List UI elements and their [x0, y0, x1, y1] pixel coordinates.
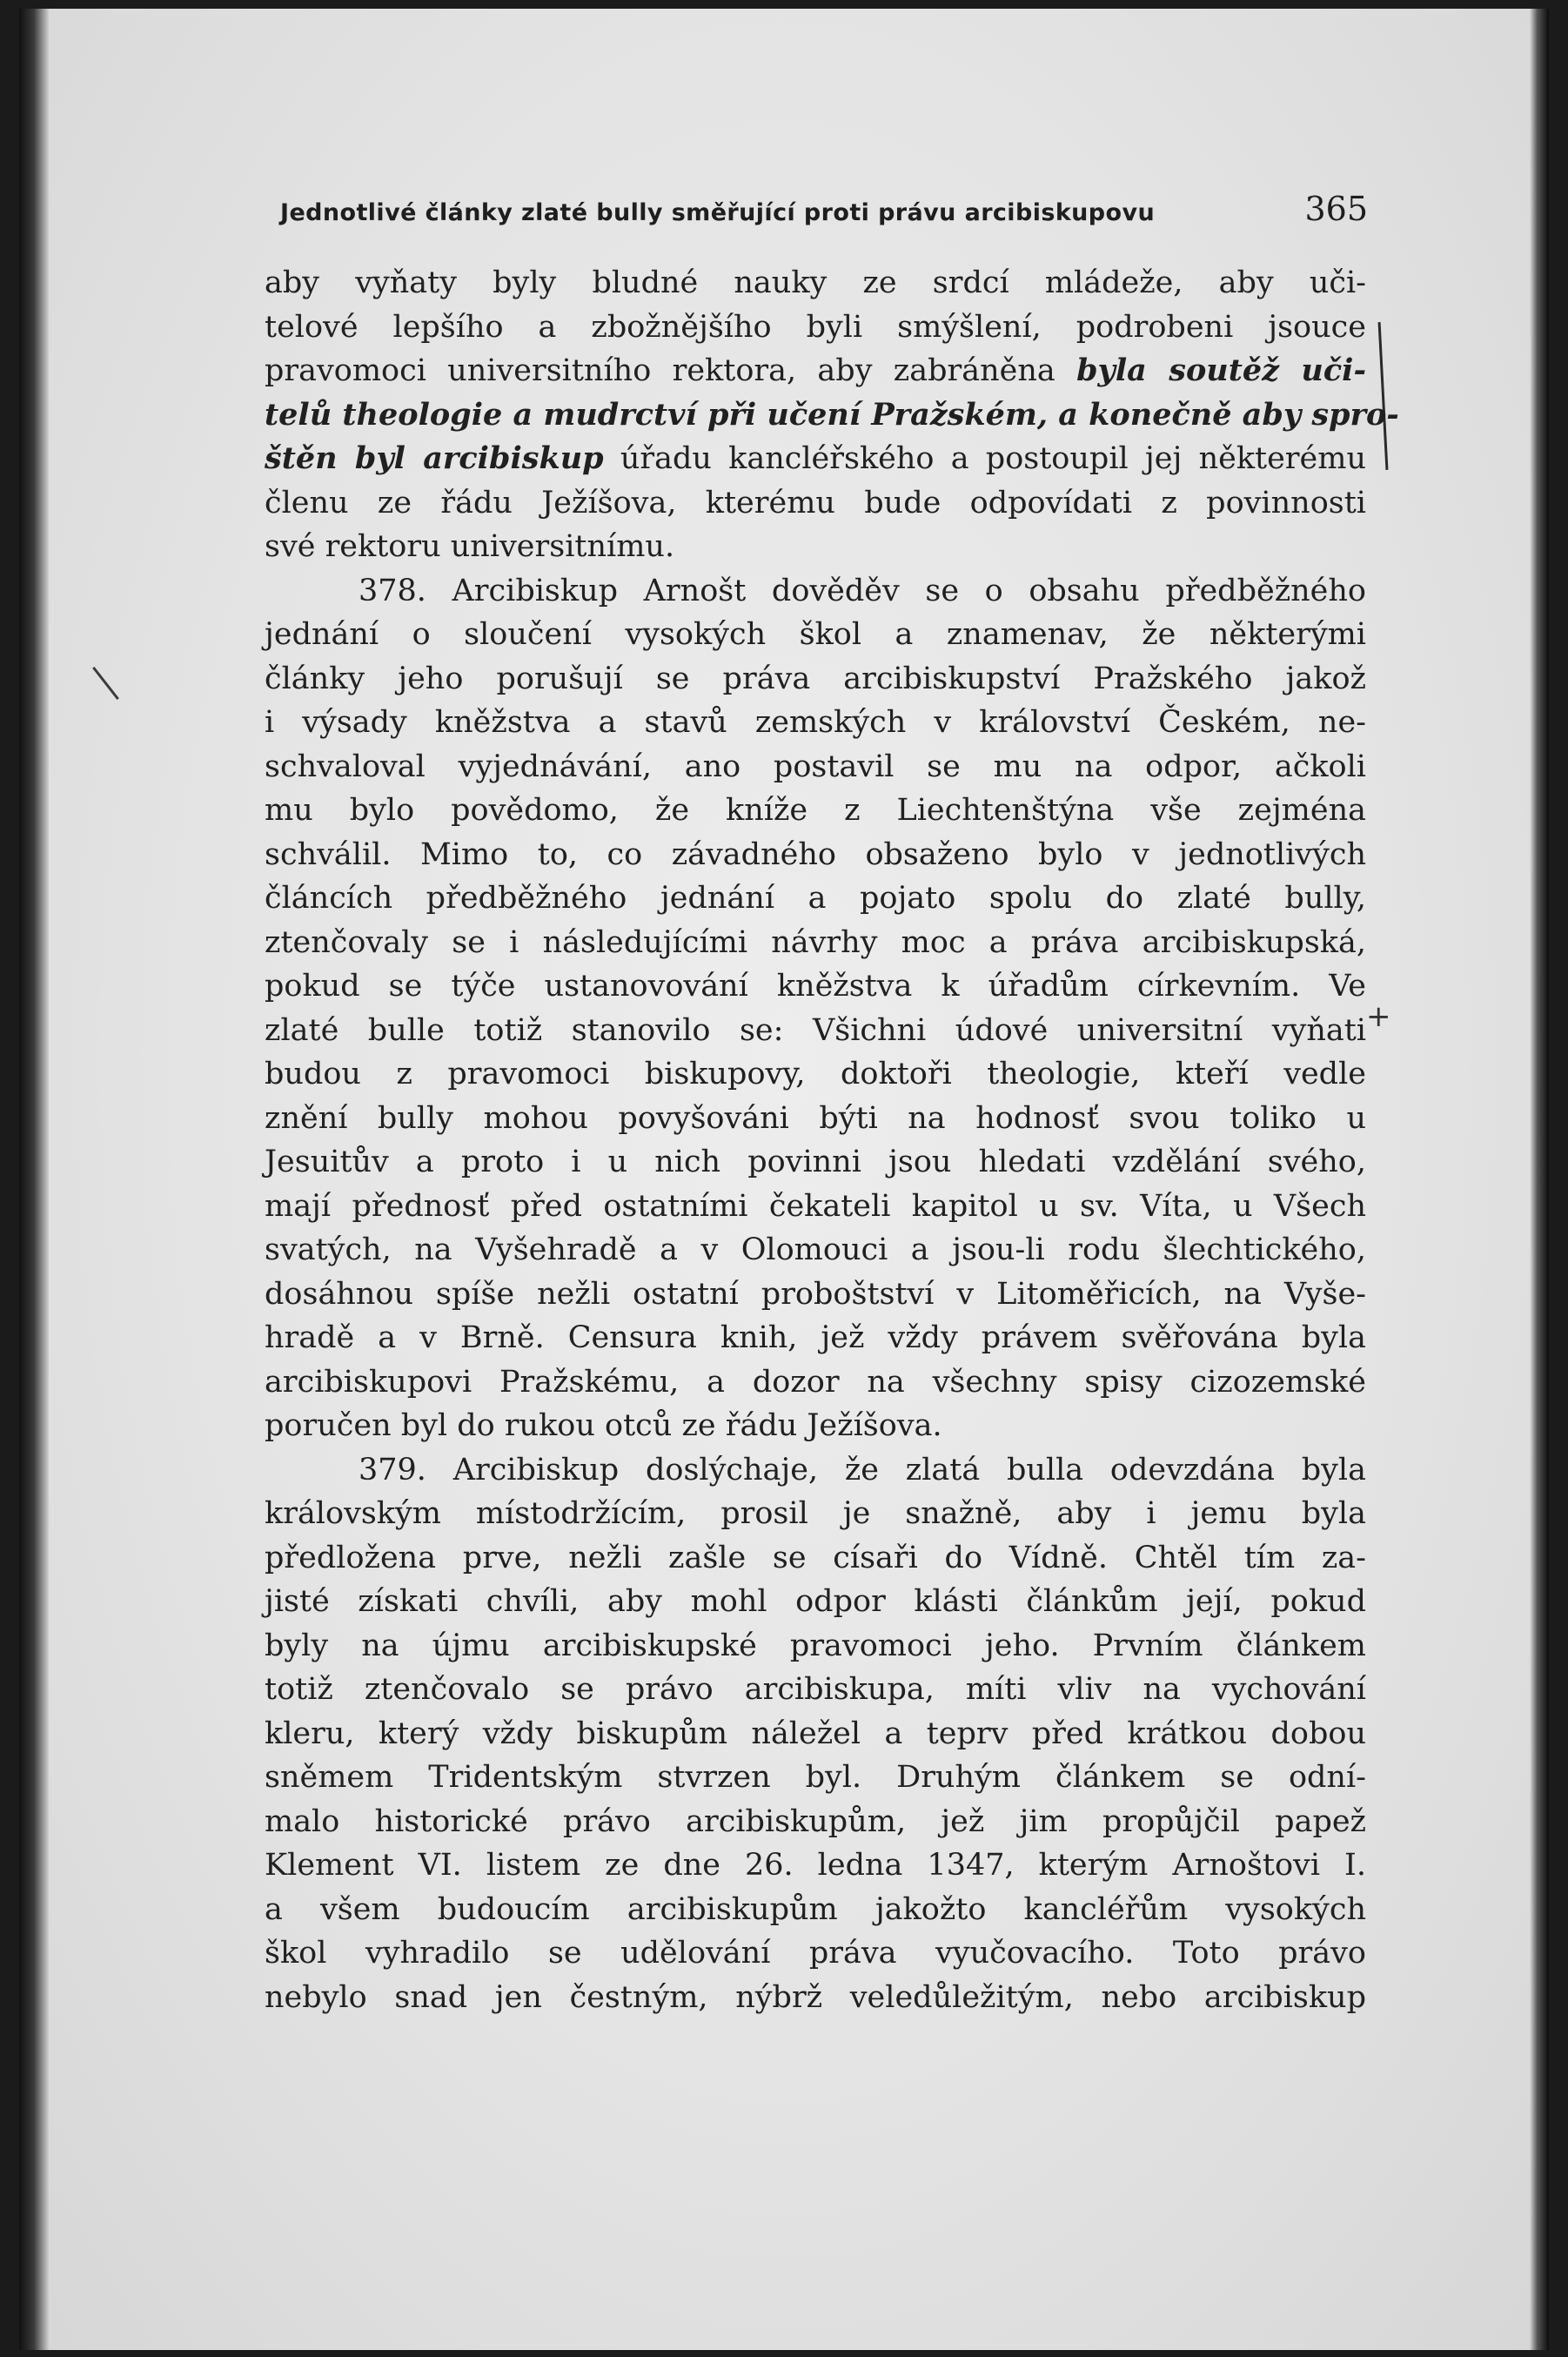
body-text [265, 261, 1399, 2019]
text-line: jednání o sloučení vysokých škol a znamenav, že některými [265, 617, 1366, 652]
margin-pencil-slash [92, 667, 119, 700]
text-line: svatých, na Vyšehradě a v Olomouci a jsou-li rodu šlechtického, [265, 1232, 1366, 1267]
text-line: telové lepšího a zbožnějšího byli smýšlení, podrobeni jsouce [265, 309, 1366, 345]
text-line: štěn byl arcibiskup úřadu kancléřského a postoupil jej některému [265, 440, 1366, 476]
text-line: královským místodržícím, prosil je snažně, aby i jemu byla [265, 1496, 1366, 1531]
text-line: i výsady kněžstva a stavů zemských v království Českém, ne- [265, 705, 1366, 740]
text-line: své rektoru universitnímu. [265, 529, 675, 564]
text-line: nebylo snad jen čestným, nýbrž veledůležitým, nebo arcibiskup [265, 1979, 1366, 2015]
text-line: a všem budoucím arcibiskupům jakožto kancléřům vysokých [265, 1891, 1366, 1927]
text-line: zlaté bulle totiž stanovilo se: Všichni údové universitní vyňati [265, 1012, 1366, 1048]
text-line: pokud se týče ustanovování kněžstva k úřadům církevním. Ve [265, 969, 1366, 1004]
page-header [280, 190, 1368, 228]
text-line: škol vyhradilo se udělování práva vyučovacího. Toto právo [265, 1936, 1366, 1971]
text-line: malo historické právo arcibiskupům, jež jim propůjčil papež [265, 1803, 1366, 1839]
text-line: byly na újmu arcibiskupské pravomoci jeho. Prvním článkem [265, 1628, 1366, 1663]
paragraph-378-start: 378. Arcibiskup Arnošt dověděv se o obsahu předběžného [358, 573, 1366, 608]
text-line: pravomoci universitního rektora, aby zabráněna byla soutěž uči- [265, 353, 1366, 388]
text-line: členu ze řádu Ježíšova, kterému bude odpovídati z povinnosti [265, 485, 1366, 520]
text-line: schválil. Mimo to, co závadného obsaženo bylo v jednotlivých [265, 836, 1366, 872]
text-line: předložena prve, nežli zašle se císaři do Vídně. Chtěl tím za- [265, 1540, 1366, 1575]
text-line: hradě a v Brně. Censura knih, jež vždy právem svěřována byla [265, 1320, 1366, 1355]
page-right-edge-shadow [1530, 9, 1549, 2350]
text-line: sněmem Tridentským stvrzen byl. Druhým článkem se odní- [265, 1760, 1366, 1795]
text-line: mu bylo povědomo, že kníže z Liechtenštýna vše zejména [265, 793, 1366, 828]
text-line: dosáhnou spíše nežli ostatní proboštství v Litoměřicích, na Vyše- [265, 1276, 1366, 1312]
text-line: poručen byl do rukou otců ze řádu Ježíšova. [265, 1408, 942, 1443]
text-line: kleru, který vždy biskupům náležel a teprv před krátkou dobou [265, 1716, 1366, 1751]
text-line: jisté získati chvíli, aby mohl odpor klásti článkům její, pokud [265, 1584, 1366, 1619]
text-line: znění bully mohou povyšováni býti na hodnosť svou toliko u [265, 1100, 1366, 1136]
paragraph-379-start: 379. Arcibiskup doslýchaje, že zlatá bulla odevzdána byla [358, 1452, 1366, 1487]
text-line: budou z pravomoci biskupovy, doktoři theologie, kteří vedle [265, 1057, 1366, 1091]
page-number: 365 [1304, 190, 1368, 228]
text-line: arcibiskupovi Pražskému, a dozor na všechny spisy cizozemské [265, 1364, 1366, 1400]
page-left-edge-shadow [19, 9, 49, 2350]
text-line: mají přednosť před ostatními čekateli kapitol u sv. Víta, u Všech [265, 1188, 1366, 1224]
text-line: Klement VI. listem ze dne 26. ledna 1347, kterým Arnoštovi I. [265, 1848, 1366, 1883]
margin-pencil-cross: + [1366, 999, 1391, 1034]
running-head: Jednotlivé články zlaté bully směřující proti právu arcibiskupovu [280, 199, 1156, 226]
text-line: telů theologie a mudrctví při učení Pražském, a konečně aby spro- [265, 396, 1399, 433]
text-line: články jeho porušují se práva arcibiskupství Pražského jakož [265, 661, 1366, 696]
text-line: článcích předběžného jednání a pojato spolu do zlaté bully, [265, 881, 1366, 916]
text-line: aby vyňaty byly bludné nauky ze srdcí mládeže, aby uči- [265, 265, 1366, 300]
text-line: Jesuitův a proto i u nich povinni jsou hledati vzdělání svého, [265, 1145, 1366, 1179]
text-line: ztenčovaly se i následujícími návrhy moc a práva arcibiskupská, [265, 924, 1366, 960]
text-line: schvaloval vyjednávání, ano postavil se mu na odpor, ačkoli [265, 749, 1366, 784]
text-line: totiž ztenčovalo se právo arcibiskupa, míti vliv na vychování [265, 1672, 1366, 1707]
scanned-page [19, 9, 1549, 2350]
